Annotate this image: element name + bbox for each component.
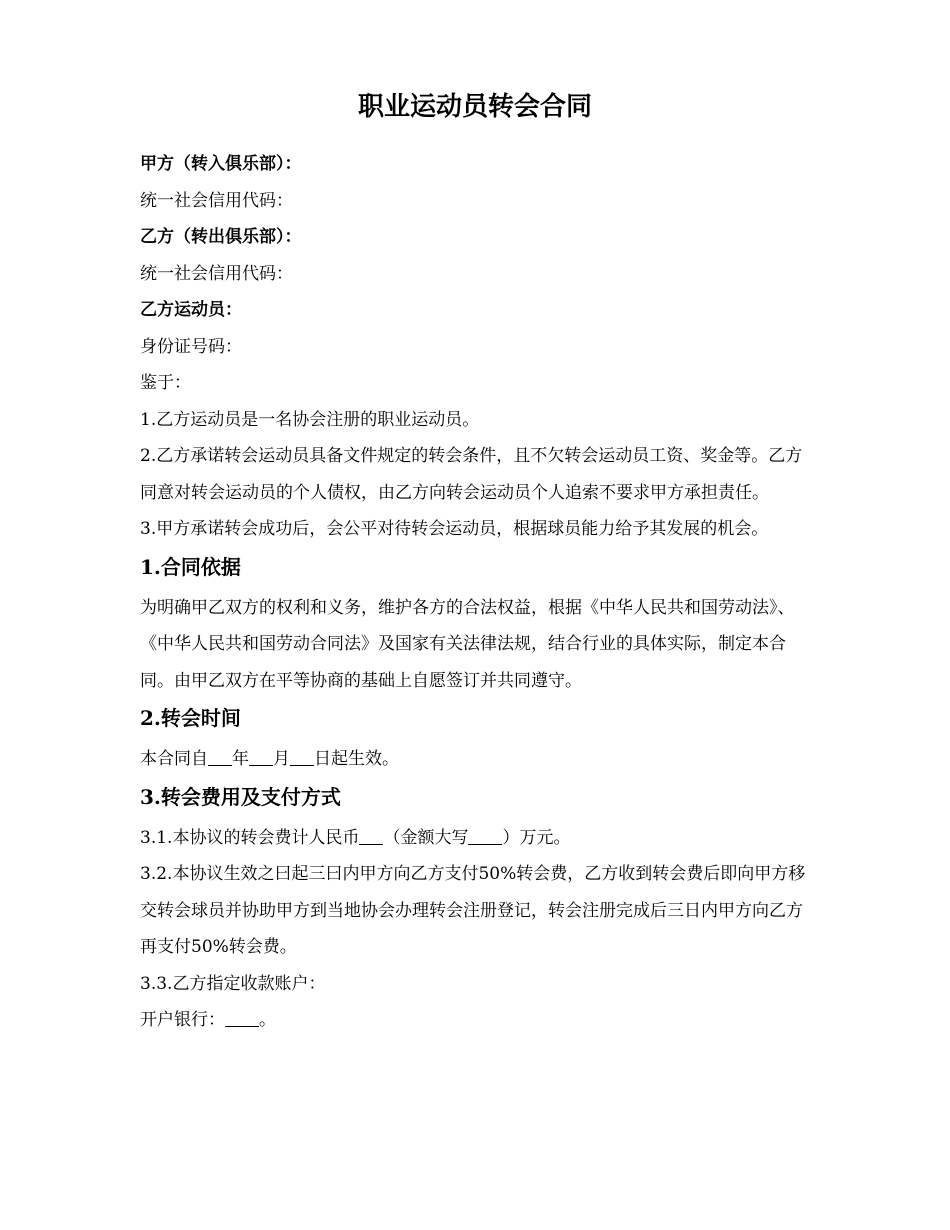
section-3-3-account: 3.3.乙方指定收款账户： — [140, 973, 326, 994]
fee-text-b: （金额大写 — [383, 827, 469, 848]
month-label: 月 — [273, 749, 290, 769]
section-2-heading: 2.转会时间 — [140, 706, 241, 730]
athlete-label: 乙方运动员： — [140, 300, 242, 320]
year-label: 年 — [232, 749, 249, 769]
fee-text-c: ）万元。 — [502, 827, 571, 848]
year-blank — [208, 749, 232, 766]
whereas-label: 鉴于： — [140, 373, 191, 393]
whereas-item-3: 3.甲方承诺转会成功后，会公平对待转会运动员，根据球员能力给予其发展的机会。 — [140, 519, 769, 539]
party-b-credit-code: 统一社会信用代码： — [140, 263, 293, 284]
section-1-heading: 1.合同依据 — [140, 554, 241, 579]
fee-text-a: 3.1.本协议的转会费计人民币 — [140, 827, 360, 848]
bank-end: 。 — [259, 1010, 276, 1030]
section-2-effective-date — [140, 741, 812, 778]
contract-body — [140, 146, 812, 1039]
page-title: 职业运动员转会合同 — [357, 92, 592, 122]
month-blank — [249, 749, 273, 766]
party-a-label: 甲方（转入俱乐部）： — [140, 154, 302, 174]
bank-label: 开户银行： — [140, 1010, 225, 1030]
section-3-2-payment: 3.2.本协议生效之曰起三曰内甲方向乙方支付50%转会费，乙方收到转会费后即向甲方移交转会球员并协助甲方到当地协会办理转会注册登记，转会注册完成后三日内甲方向乙方再支付50%转会费。 — [140, 864, 806, 957]
athlete-id-number: 身份证号码： — [140, 336, 242, 357]
day-blank — [290, 749, 314, 766]
fee-amount-blank — [359, 828, 383, 845]
party-b-label: 乙方（转出俱乐部）： — [140, 227, 302, 247]
effective-date-suffix: 日起生效。 — [314, 749, 399, 769]
section-3-heading: 3.转会费用及支付方式 — [140, 784, 341, 809]
whereas-item-2: 2.乙方承诺转会运动员具备文件规定的转会条件，且不欠转会运动员工资、奖金等。乙方同意对转会运动员的个人债权，由乙方向转会运动员个人追索不要求甲方承担责任。 — [140, 446, 803, 503]
party-a-credit-code: 统一社会信用代码： — [140, 190, 293, 211]
bank-line — [140, 1002, 812, 1039]
fee-amount-words-blank — [468, 828, 502, 845]
section-3-1-fee — [140, 820, 812, 857]
section-1-body: 为明确甲乙双方的权利和义务，维护各方的合法权益，根据《中华人民共和国劳动法》、《中华人民共和国劳动合同法》及国家有关法律法规，结合行业的具体实际，制定本合同。由甲乙双方在平等协商的基础上自愿签订并共同遵守。 — [140, 597, 795, 691]
effective-date-prefix: 本合同自 — [140, 749, 208, 769]
bank-blank — [225, 1010, 259, 1027]
whereas-item-1: 1.乙方运动员是一名协会注册的职业运动员。 — [140, 409, 480, 430]
